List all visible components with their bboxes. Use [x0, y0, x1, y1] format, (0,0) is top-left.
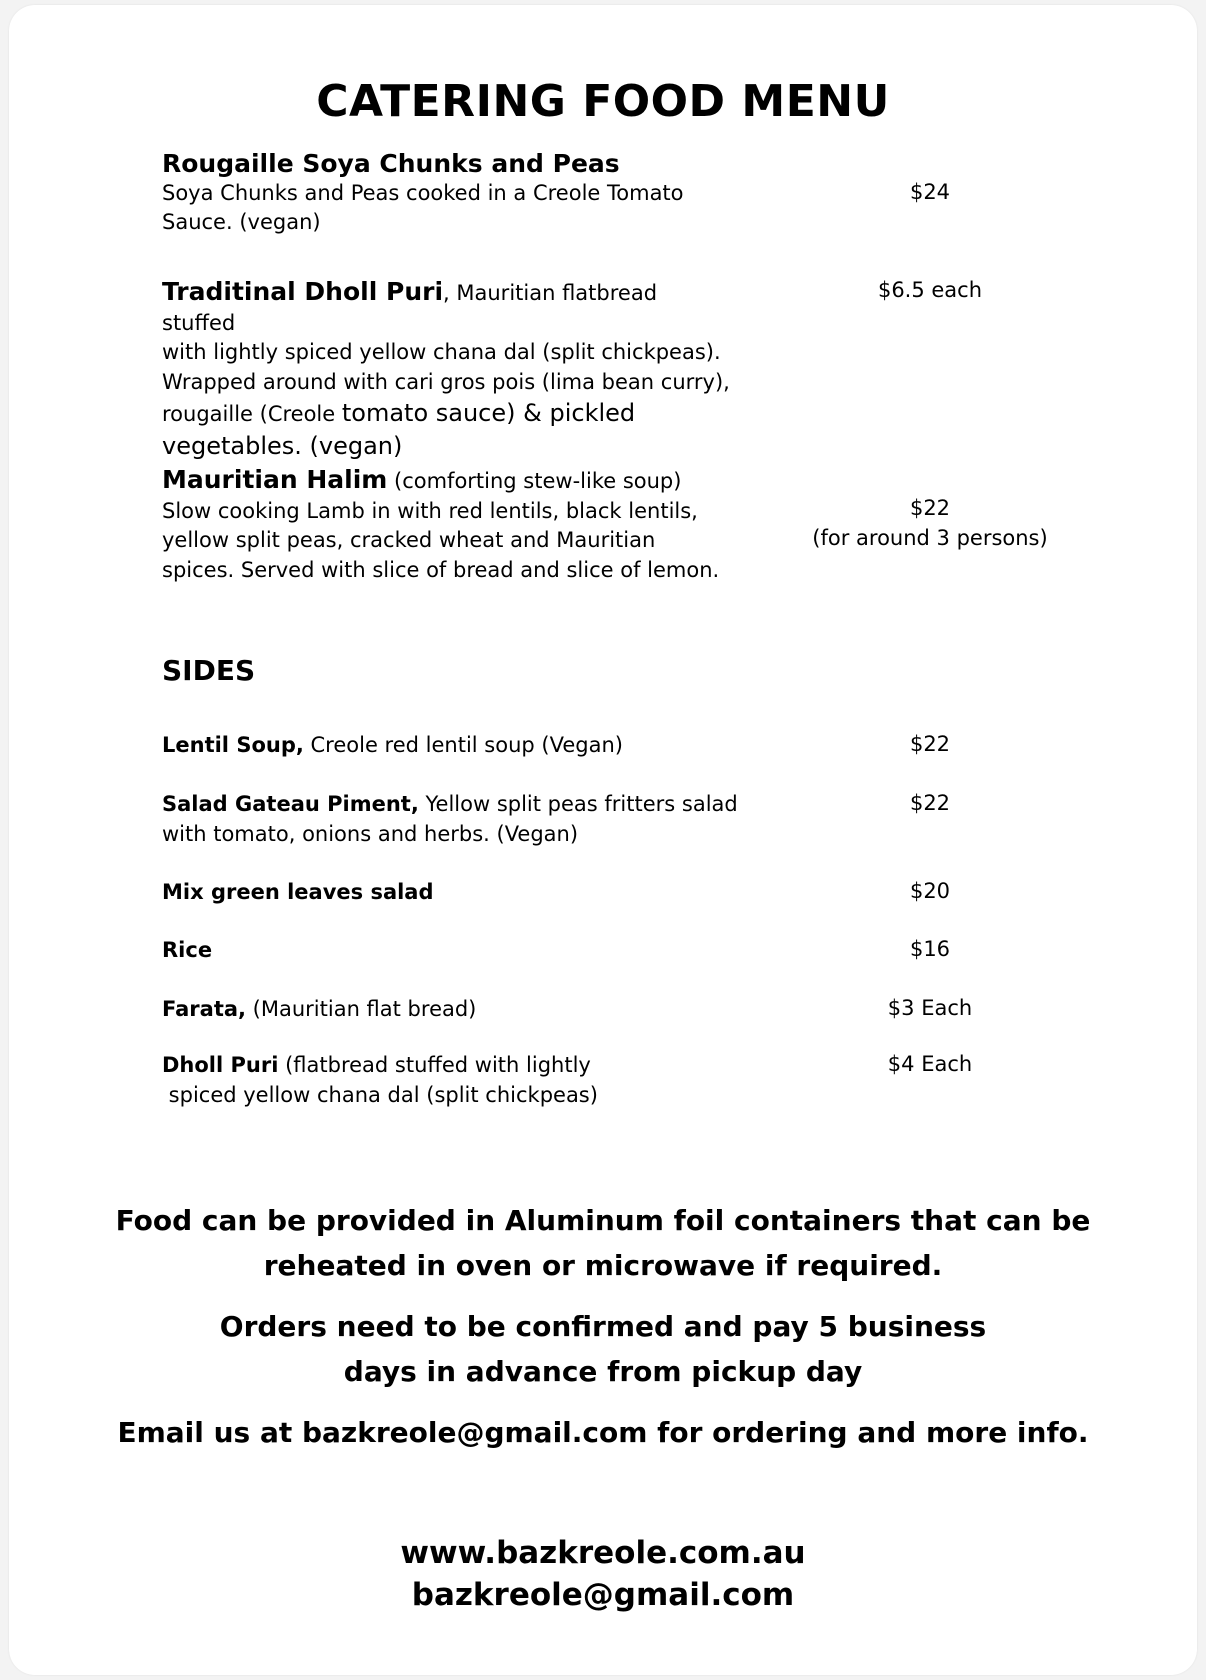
side-item-name: Lentil Soup,	[162, 733, 304, 757]
menu-item-desc-line: Soya Chunks and Peas cooked in a Creole Tomato	[162, 180, 684, 205]
side-item-price: $3 Each	[887, 996, 973, 1020]
footer-website[interactable]: www.bazkreole.com.au	[400, 1535, 806, 1571]
footer-email[interactable]: bazkreole@gmail.com	[411, 1577, 795, 1613]
menu-item-desc-line: spices. Served with slice of bread and slice of lemon.	[162, 557, 720, 582]
side-item-price: $22	[909, 732, 951, 756]
side-item-desc: Yellow split peas fritters salad	[418, 792, 738, 816]
side-item-price: $20	[909, 879, 951, 903]
page-title: CATERING FOOD MENU	[316, 76, 890, 127]
side-item-price: $22	[909, 791, 951, 815]
menu-item-desc-line: yellow split peas, cracked wheat and Mauritian	[162, 528, 656, 552]
side-item-desc: (flatbread stuffed with lightly	[278, 1053, 591, 1077]
menu-item-desc-part: tomato sauce) & pickled	[341, 399, 636, 427]
side-item-name: Dholl Puri	[162, 1053, 279, 1077]
menu-item-price: $6.5 each	[877, 278, 983, 302]
menu-item-name: Traditinal Dholl Puri	[162, 277, 444, 306]
side-item-name: Mix green leaves salad	[162, 880, 434, 904]
side-item	[162, 935, 742, 965]
side-item-desc: Creole red lentil soup (Vegan)	[303, 733, 623, 757]
notice-order-confirmation: Orders need to be confirmed and pay 5 business days in advance from pickup day	[219, 1310, 987, 1388]
menu-item-desc-line: with lightly spiced yellow chana dal (split chickpeas).	[162, 340, 721, 364]
side-item-price: $16	[909, 937, 951, 961]
menu-item-desc-inline: , Mauritian flatbread stuffed	[162, 281, 658, 335]
menu-item	[162, 465, 732, 585]
side-item	[162, 789, 742, 849]
side-item	[162, 877, 742, 907]
notice-containers: Food can be provided in Aluminum foil containers that can be reheated in oven or microwave if required.	[115, 1204, 1091, 1282]
price-note: (for around 3 persons)	[812, 525, 1048, 550]
menu-item-price: $24	[909, 180, 951, 204]
menu-item-name: Rougaille Soya Chunks and Peas	[162, 149, 620, 178]
menu-item-desc-line: Slow cooking Lamb in with red lentils, black lentils,	[162, 498, 698, 523]
menu-item-desc-line: Sauce. (vegan)	[162, 210, 321, 234]
side-item-desc: (Mauritian flat bread)	[246, 997, 477, 1021]
menu-item-name: Mauritian Halim	[162, 465, 388, 494]
menu-item-desc-line: vegetables. (vegan)	[162, 432, 403, 460]
side-item	[162, 1050, 742, 1110]
side-item-desc-line: with tomato, onions and herbs. (Vegan)	[162, 822, 579, 846]
side-item	[162, 730, 742, 760]
side-item-desc-line: spiced yellow chana dal (split chickpeas)	[162, 1083, 598, 1107]
menu-item-desc-inline: (comforting stew-like soup)	[387, 469, 682, 493]
side-item	[162, 994, 742, 1024]
notice-email: Email us at bazkreole@gmail.com for ordering and more info.	[117, 1416, 1089, 1449]
menu-item-desc-line: Wrapped around with cari gros pois (lima bean curry),	[162, 369, 730, 394]
menu-item	[162, 149, 732, 238]
menu-item	[162, 277, 732, 463]
sides-heading: SIDES	[162, 654, 256, 687]
menu-item-price	[780, 494, 1080, 553]
menu-item-desc-part: rougaille (Creole	[162, 402, 342, 426]
side-item-name: Salad Gateau Piment,	[162, 792, 419, 816]
side-item-name: Rice	[162, 938, 213, 962]
side-item-price: $4 Each	[887, 1052, 973, 1076]
price-value: $22	[909, 496, 951, 520]
side-item-name: Farata,	[162, 997, 246, 1021]
